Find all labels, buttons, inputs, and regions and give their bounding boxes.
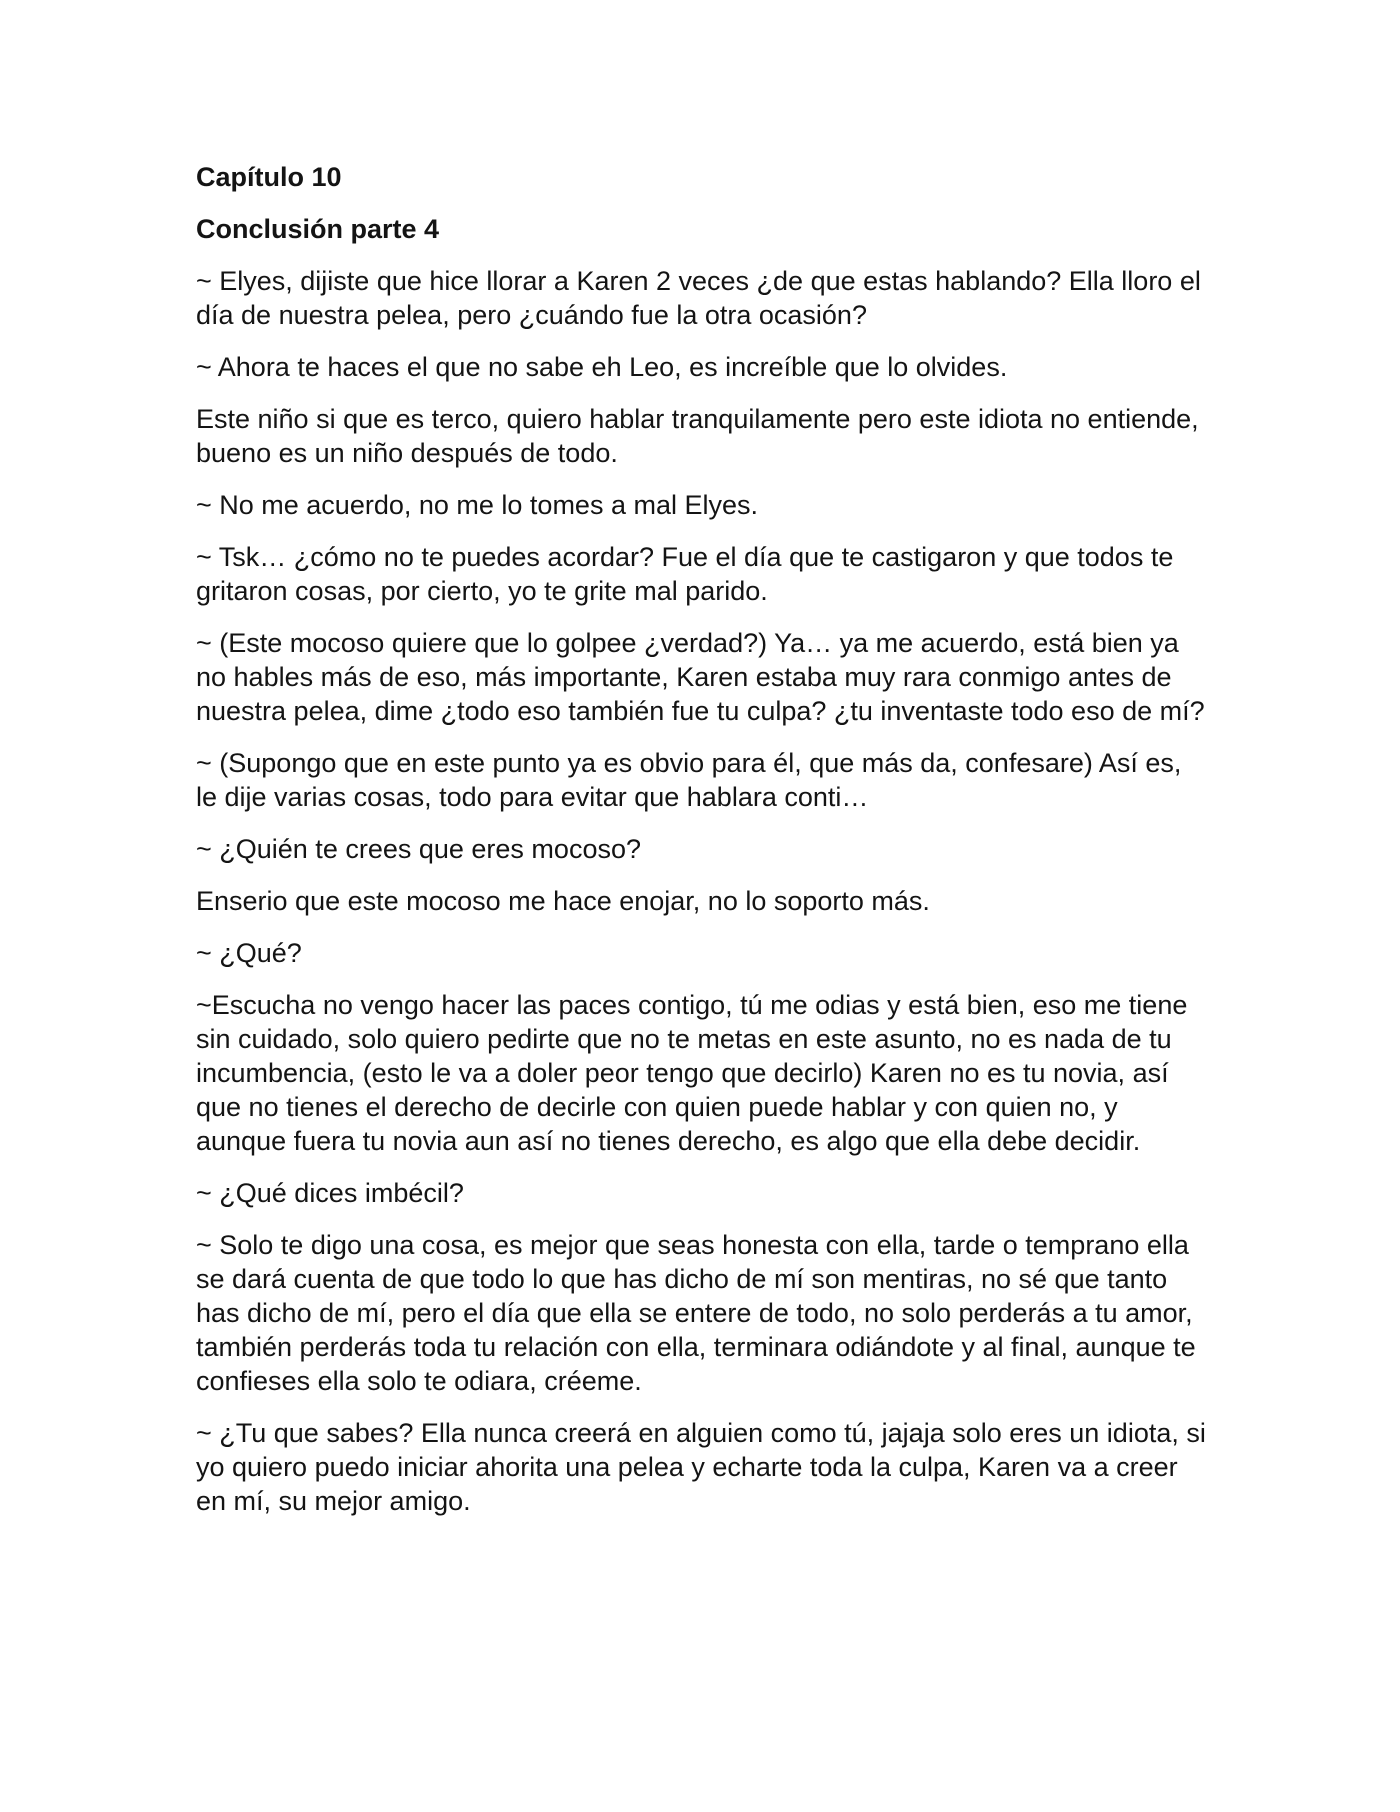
- paragraph: ~ Elyes, dijiste que hice llorar a Karen 2 veces ¿de que estas hablando? Ella lloro el día de nuestra pelea, pero ¿cuándo fue la otra ocasión?: [196, 266, 1201, 330]
- section-title: Conclusión parte 4: [196, 214, 440, 244]
- paragraph: ~ ¿Tu que sabes? Ella nunca creerá en alguien como tú, jajaja solo eres un idiota, si yo quiero puedo iniciar ahorita una pelea y echarte toda la culpa, Karen va a creer en mí, su mejor amigo.: [196, 1418, 1206, 1516]
- paragraph: ~ (Este mocoso quiere que lo golpee ¿verdad?) Ya… ya me acuerdo, está bien ya no hables más de eso, más importante, Karen estaba muy rara conmigo antes de nuestra pelea, dime ¿todo eso también fue tu culpa? ¿tu inventaste todo eso de mí?: [196, 628, 1205, 726]
- paragraph: Enserio que este mocoso me hace enojar, no lo soporto más.: [196, 886, 930, 916]
- paragraph: ~ No me acuerdo, no me lo tomes a mal Elyes.: [196, 490, 759, 520]
- paragraph: ~ Solo te digo una cosa, es mejor que seas honesta con ella, tarde o temprano ella se dará cuenta de que todo lo que has dicho de mí son mentiras, no sé que tanto has dicho de mí, pero el día que ella se entere de todo, no solo perderás a tu amor, también perderás toda tu relación con ella, terminara odiándote y al final, aunque te confieses ella solo te odiara, créeme.: [196, 1230, 1196, 1396]
- chapter-title: Capítulo 10: [196, 162, 342, 192]
- paragraph: ~ ¿Qué?: [196, 938, 302, 968]
- paragraph: ~ ¿Quién te crees que eres mocoso?: [196, 834, 641, 864]
- document-body: [196, 160, 1206, 1536]
- paragraph: ~ (Supongo que en este punto ya es obvio para él, que más da, confesare) Así es, le dije varias cosas, todo para evitar que hablara conti…: [196, 748, 1182, 812]
- paragraph: Este niño si que es terco, quiero hablar tranquilamente pero este idiota no entiende, bueno es un niño después de todo.: [196, 404, 1199, 468]
- paragraph: ~ Tsk… ¿cómo no te puedes acordar? Fue el día que te castigaron y que todos te gritaron cosas, por cierto, yo te grite mal parido.: [196, 542, 1174, 606]
- paragraph: ~ Ahora te haces el que no sabe eh Leo, es increíble que lo olvides.: [196, 352, 1008, 382]
- paragraph: ~ ¿Qué dices imbécil?: [196, 1178, 464, 1208]
- paragraph: ~Escucha no vengo hacer las paces contigo, tú me odias y está bien, eso me tiene sin cuidado, solo quiero pedirte que no te metas en este asunto, no es nada de tu incumbencia, (esto le va a doler peor tengo que decirlo) Karen no es tu novia, así que no tienes el derecho de decirle con quien puede hablar y con quien no, y aunque fuera tu novia aun así no tienes derecho, es algo que ella debe decidir.: [196, 990, 1188, 1156]
